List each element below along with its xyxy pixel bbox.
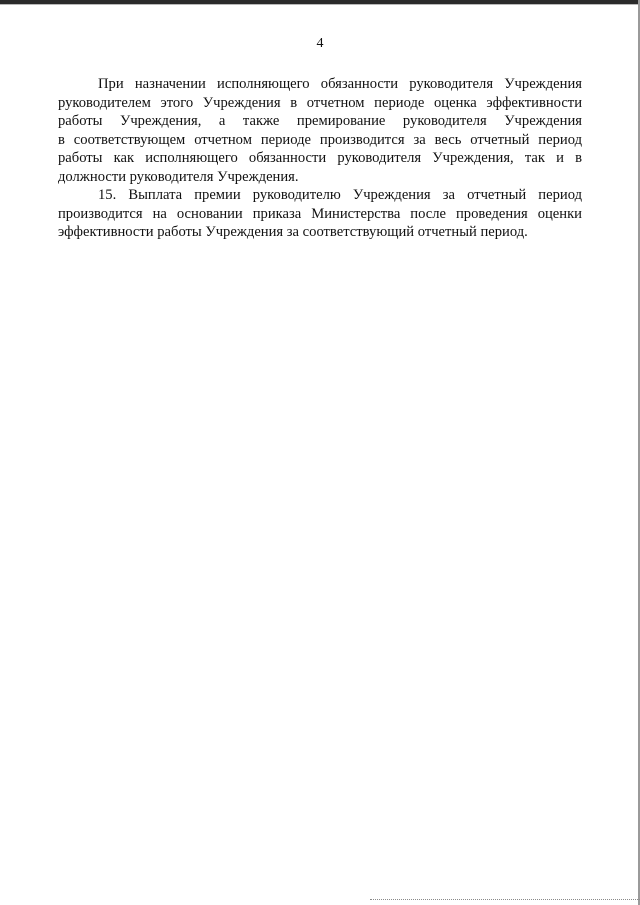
paragraph-1-line-3: работы Учреждения, а также премирование руководителя Учреждения (58, 113, 582, 129)
paragraph-2-line-3: эффективности работы Учреждения за соответствующий отчетный период. (58, 224, 528, 240)
paragraph-1-line-2: руководителем этого Учреждения в отчетном периоде оценка эффективности (58, 94, 582, 111)
scan-bottom-border (370, 899, 640, 901)
page-number: 4 (316, 36, 324, 51)
document-body (58, 75, 582, 242)
paragraph-2 (58, 186, 582, 242)
paragraph-1-line-4: в соответствующем отчетном периоде производится за весь отчетный период (58, 131, 582, 148)
scan-top-border (0, 0, 640, 4)
paragraph-1-line-6: должности руководителя Учреждения. (58, 168, 299, 185)
paragraph-1-line-1: При назначении исполняющего обязанности руководителя Учреждения (98, 76, 582, 92)
paragraph-2-line-2: производится на основании приказа Министерства после проведения оценки (58, 205, 582, 222)
paragraph-1 (58, 75, 582, 186)
paragraph-2-line-1: 15. Выплата премии руководителю Учреждения за отчетный период (98, 187, 582, 203)
paragraph-1-line-5: работы как исполняющего обязанности руководителя Учреждения, так и в (58, 150, 582, 166)
